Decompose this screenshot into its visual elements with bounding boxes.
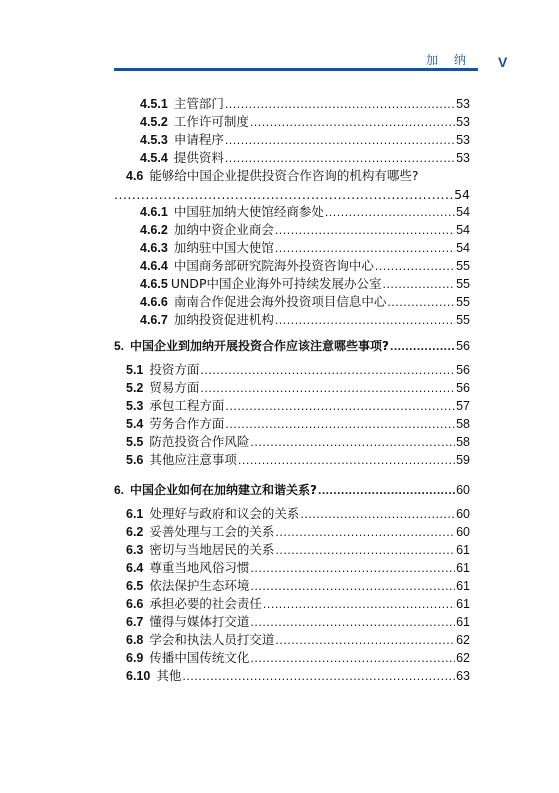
toc-entry-6-7[interactable]: 6.7 懂得与媒体打交道 ..... 61 [126,612,470,630]
page-marker: V [498,54,508,70]
toc-entry-4-6[interactable]: 4.6 能够给中国企业提供投资合作咨询的机构有哪些? [126,168,419,183]
toc-entry-4-5-2[interactable]: 4.5.2 工作许可制度 ..... 53 [140,112,470,130]
header-rule [114,68,478,71]
toc-entry-4-6-2[interactable]: 4.6.2 加纳中资企业商会 ..... 54 [140,220,470,238]
toc-entry-4-6-5[interactable]: 4.6.5 UNDP中国企业海外可持续发展办公室 ..... 55 [140,274,470,292]
toc-chapter-6[interactable]: 6. 中国企业如何在加纳建立和谐关系? ..... 60 [114,480,470,498]
toc-entry-5-6[interactable]: 5.6 其他应注意事项 ..... 59 [126,450,470,468]
toc-entry-6-2[interactable]: 6.2 妥善处理与工会的关系 ..... 60 [126,522,470,540]
toc-entry-4-6-leader[interactable]: ..... 54 [114,184,470,202]
toc-chapter-5[interactable]: 5. 中国企业到加纳开展投资合作应该注意哪些事项? ..... 56 [114,336,470,354]
toc-entry-4-6-4[interactable]: 4.6.4 中国商务部研究院海外投资咨询中心 ..... 55 [140,256,470,274]
toc-entry-5-4[interactable]: 5.4 劳务合作方面 ..... 58 [126,414,470,432]
toc-entry-5-5[interactable]: 5.5 防范投资合作风险 ..... 58 [126,432,470,450]
toc-entry-6-4[interactable]: 6.4 尊重当地风俗习惯 ..... 61 [126,558,470,576]
toc-entry-6-3[interactable]: 6.3 密切与当地居民的关系 ..... 61 [126,540,470,558]
toc-entry-4-6-3[interactable]: 4.6.3 加纳驻中国大使馆 ..... 54 [140,238,470,256]
toc-entry-4-5-1[interactable]: 4.5.1 主管部门 ..... 53 [140,94,470,112]
toc-entry-6-8[interactable]: 6.8 学会和执法人员打交道 ..... 62 [126,630,470,648]
toc-entry-6-1[interactable]: 6.1 处理好与政府和议会的关系 ..... 60 [126,504,470,522]
header-title: 加 纳 [426,53,472,67]
toc-entry-6-10[interactable]: 6.10 其他 ..... 63 [126,666,470,684]
toc-entry-5-1[interactable]: 5.1 投资方面 ..... 56 [126,360,470,378]
toc-entry-6-5[interactable]: 6.5 依法保护生态环境 ..... 61 [126,576,470,594]
toc-entry-4-6-7[interactable]: 4.6.7 加纳投资促进机构 ..... 55 [140,310,470,328]
toc-entry-6-6[interactable]: 6.6 承担必要的社会责任 ..... 61 [126,594,470,612]
toc-entry-4-6-6[interactable]: 4.6.6 南南合作促进会海外投资项目信息中心 ..... 55 [140,292,470,310]
toc-entry-4-5-4[interactable]: 4.5.4 提供资料 ..... 53 [140,148,470,166]
toc-entry-5-3[interactable]: 5.3 承包工程方面 ..... 57 [126,396,470,414]
toc-entry-4-5-3[interactable]: 4.5.3 申请程序 ..... 53 [140,130,470,148]
toc-entry-6-9[interactable]: 6.9 传播中国传统文化 ..... 62 [126,648,470,666]
toc-entry-5-2[interactable]: 5.2 贸易方面 ..... 56 [126,378,470,396]
toc-entry-4-6-1[interactable]: 4.6.1 中国驻加纳大使馆经商参处 ..... 54 [140,202,470,220]
